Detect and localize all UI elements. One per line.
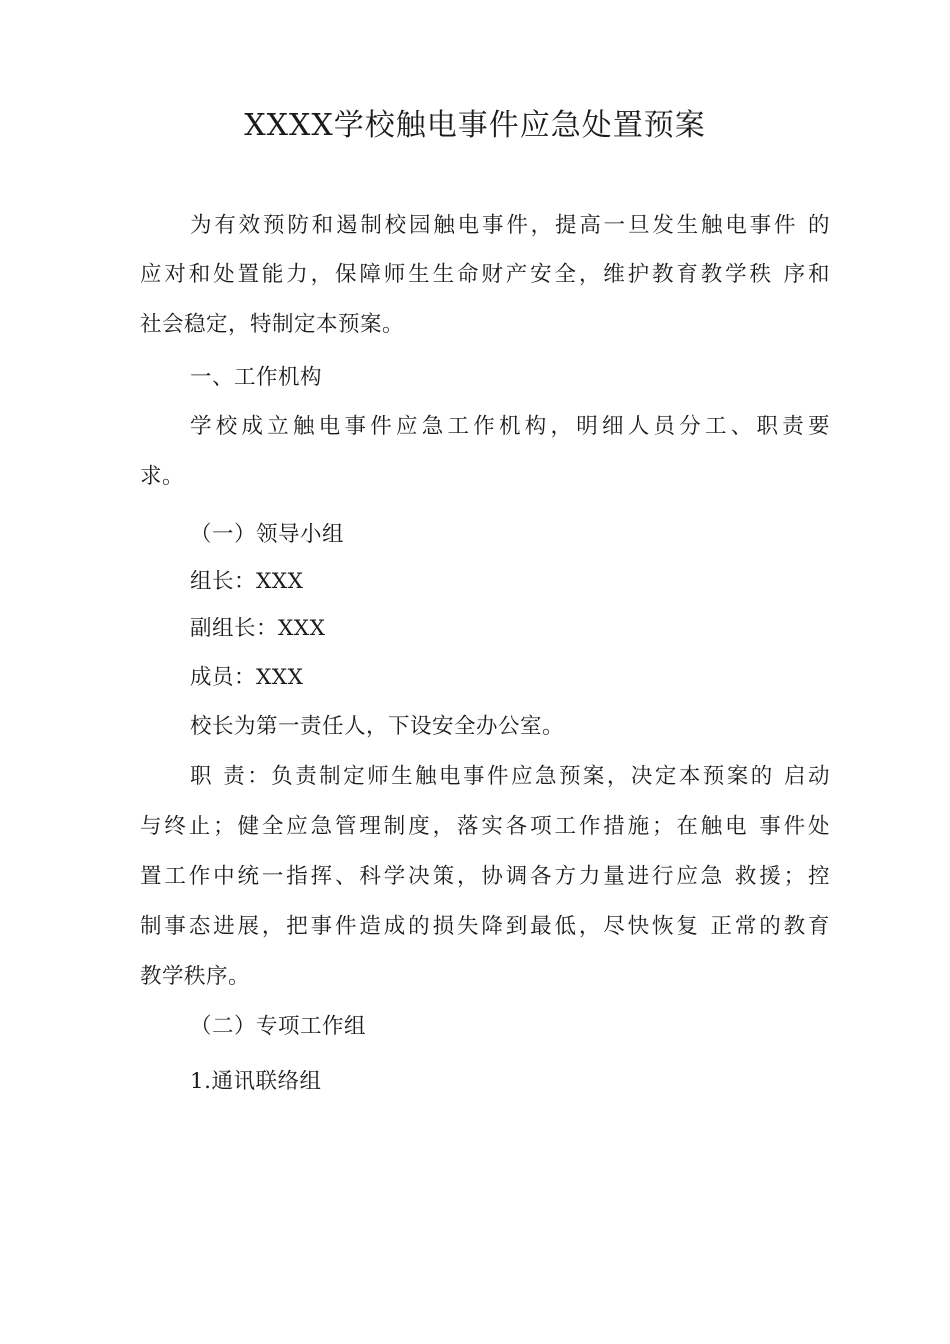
subsection-heading: （二）专项工作组 bbox=[190, 1014, 367, 1039]
paragraph-line: 制事态进展，把事件造成的损失降到最低，尽快恢复 正常的教育 bbox=[140, 914, 830, 939]
paragraph-line: 应对和处置能力，保障师生生命财产安全，维护教育教学秩 序和 bbox=[140, 262, 830, 287]
paragraph-line: 社会稳定，特制定本预案。 bbox=[140, 312, 405, 337]
member-line: 副组长：XXX bbox=[190, 616, 326, 641]
section-heading: 一、工作机构 bbox=[190, 365, 323, 390]
paragraph-line: 求。 bbox=[140, 464, 185, 489]
subsection-heading: （一）领导小组 bbox=[190, 522, 345, 547]
paragraph-line: 与终止；健全应急管理制度，落实各项工作措施；在触电 事件处 bbox=[140, 814, 830, 839]
paragraph-line: 教学秩序。 bbox=[140, 964, 251, 989]
paragraph-line: 为有效预防和遏制校园触电事件，提高一旦发生触电事件 的 bbox=[190, 213, 830, 238]
document-title: XXXX学校触电事件应急处置预案 bbox=[244, 108, 706, 143]
paragraph-line: 学校成立触电事件应急工作机构，明细人员分工、职责要 bbox=[190, 414, 830, 439]
paragraph-line: 职 责：负责制定师生触电事件应急预案，决定本预案的 启动 bbox=[190, 764, 830, 789]
paragraph-line: 置工作中统一指挥、科学决策，协调各方力量进行应急 救援；控 bbox=[140, 864, 830, 889]
paragraph-line: 校长为第一责任人，下设安全办公室。 bbox=[190, 714, 565, 739]
member-line: 组长：XXX bbox=[190, 569, 304, 594]
member-line: 成员：XXX bbox=[190, 665, 304, 690]
item-heading: 1.通讯联络组 bbox=[190, 1069, 322, 1094]
